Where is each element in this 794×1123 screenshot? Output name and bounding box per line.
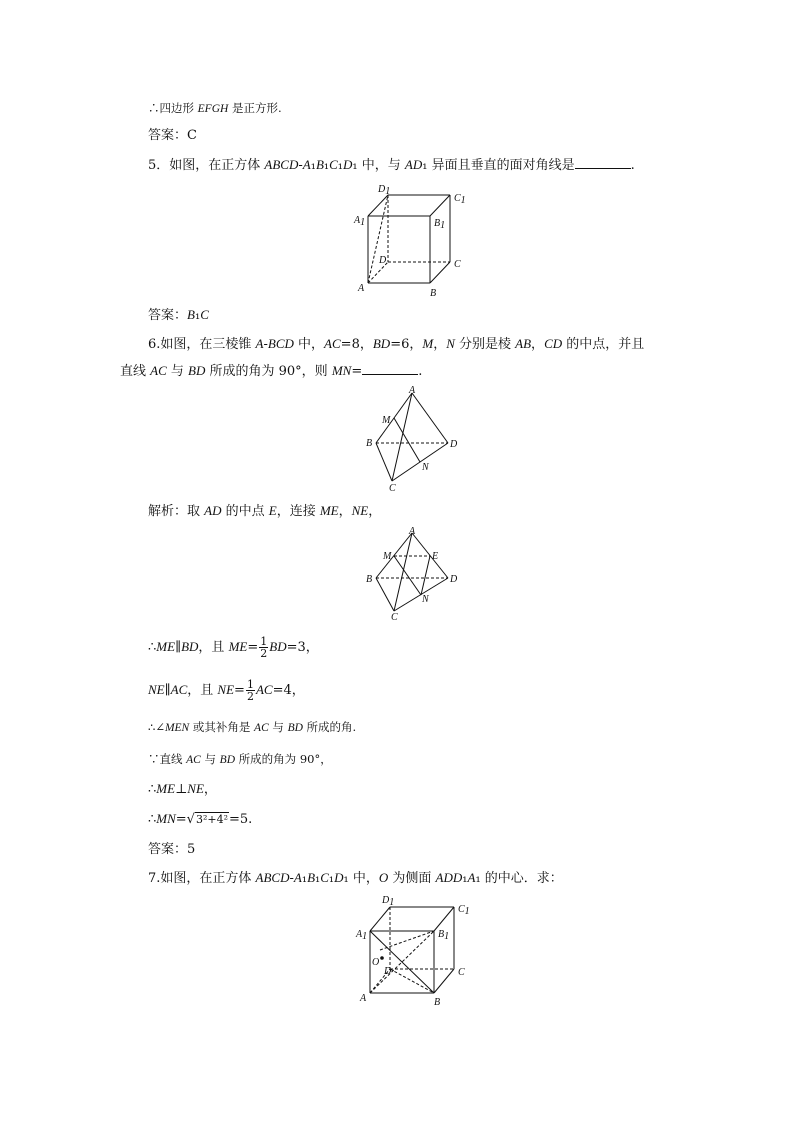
c2label-O: O — [372, 957, 380, 968]
answer-prev: 答案：C — [148, 128, 197, 143]
label-C: C — [454, 259, 461, 270]
fraction-half: $\frac{1}{2}$ — [260, 635, 268, 660]
tetrahedron-figure-1 — [362, 385, 462, 493]
label-D1: D1 — [378, 184, 391, 197]
label-C1: C1 — [454, 193, 466, 206]
question-7: 7.如图，在正方体 ABCD-A₁B₁C₁D₁ 中，O 为侧面 ADD₁A₁ 的中心．求： — [148, 870, 563, 886]
text-line-quadrilateral-square: ∴四边形 EFGH 是正方形. — [148, 101, 282, 115]
c2label-C1: C1 — [458, 904, 470, 917]
c2label-B: B — [434, 997, 441, 1008]
fraction-half-2: $\frac{1}{2}$ — [246, 678, 254, 703]
cube-figure-2 — [352, 893, 482, 1011]
label-D: D — [379, 255, 387, 266]
solution-intro: 解析：取 AD 的中点 E，连接 ME，NE， — [148, 503, 382, 519]
tlabel-A: A — [409, 385, 416, 396]
c2label-C: C — [458, 967, 465, 978]
question-6-line2: 直线 AC 与 BD 所成的角为 90°，则 MN= . — [120, 363, 423, 379]
label-B: B — [430, 288, 437, 299]
solution-angle: ∴∠MEN 或其补角是 AC 与 BD 所成的角. — [148, 720, 357, 734]
t2label-D: D — [450, 574, 458, 585]
t2label-N: N — [422, 594, 429, 605]
solution-since: ∵直线 AC 与 BD 所成的角为 90°， — [148, 752, 332, 766]
answer-5: 答案：B₁C — [148, 307, 209, 323]
c2label-B1: B1 — [438, 929, 450, 942]
tlabel-N: N — [422, 462, 429, 473]
c2label-A: A — [360, 993, 367, 1004]
tlabel-D: D — [450, 439, 458, 450]
t2label-C: C — [391, 612, 398, 623]
answer-6: 答案：5 — [148, 842, 196, 857]
label-B1: B1 — [434, 218, 446, 231]
c2label-D: D — [384, 966, 392, 977]
tlabel-B: B — [366, 438, 373, 449]
tlabel-C: C — [389, 483, 396, 493]
c2label-A1: A1 — [356, 929, 368, 942]
t2label-E: E — [432, 551, 439, 562]
t2label-M: M — [383, 551, 392, 562]
label-A: A — [358, 283, 365, 294]
solution-me: ∴ME∥BD，且 ME= $\frac{1}{2}$ BD=3， — [148, 635, 319, 660]
t2label-B: B — [366, 574, 373, 585]
solution-mn: ∴MN=√3²+4²=5. — [148, 811, 253, 827]
question-6-line1: 6.如图，在三棱锥 A-BCD 中，AC=8，BD=6，M，N 分别是棱 AB，CD 的中点，并且 — [148, 336, 645, 352]
solution-ne: NE∥AC，且 NE= $\frac{1}{2}$ AC=4， — [148, 678, 305, 703]
tlabel-M: M — [382, 415, 391, 426]
c2label-D1: D1 — [382, 895, 395, 908]
solution-perp: ∴ME⊥NE， — [148, 781, 217, 797]
label-A1: A1 — [354, 215, 366, 228]
center-point-O — [380, 956, 384, 960]
question-5: 5．如图，在正方体 ABCD-A₁B₁C₁D₁ 中，与 AD₁ 异面且垂直的面对角线是 . — [148, 157, 635, 173]
t2label-A: A — [409, 527, 416, 537]
cube-figure-1 — [350, 183, 480, 301]
tetrahedron-figure-2 — [362, 527, 462, 623]
